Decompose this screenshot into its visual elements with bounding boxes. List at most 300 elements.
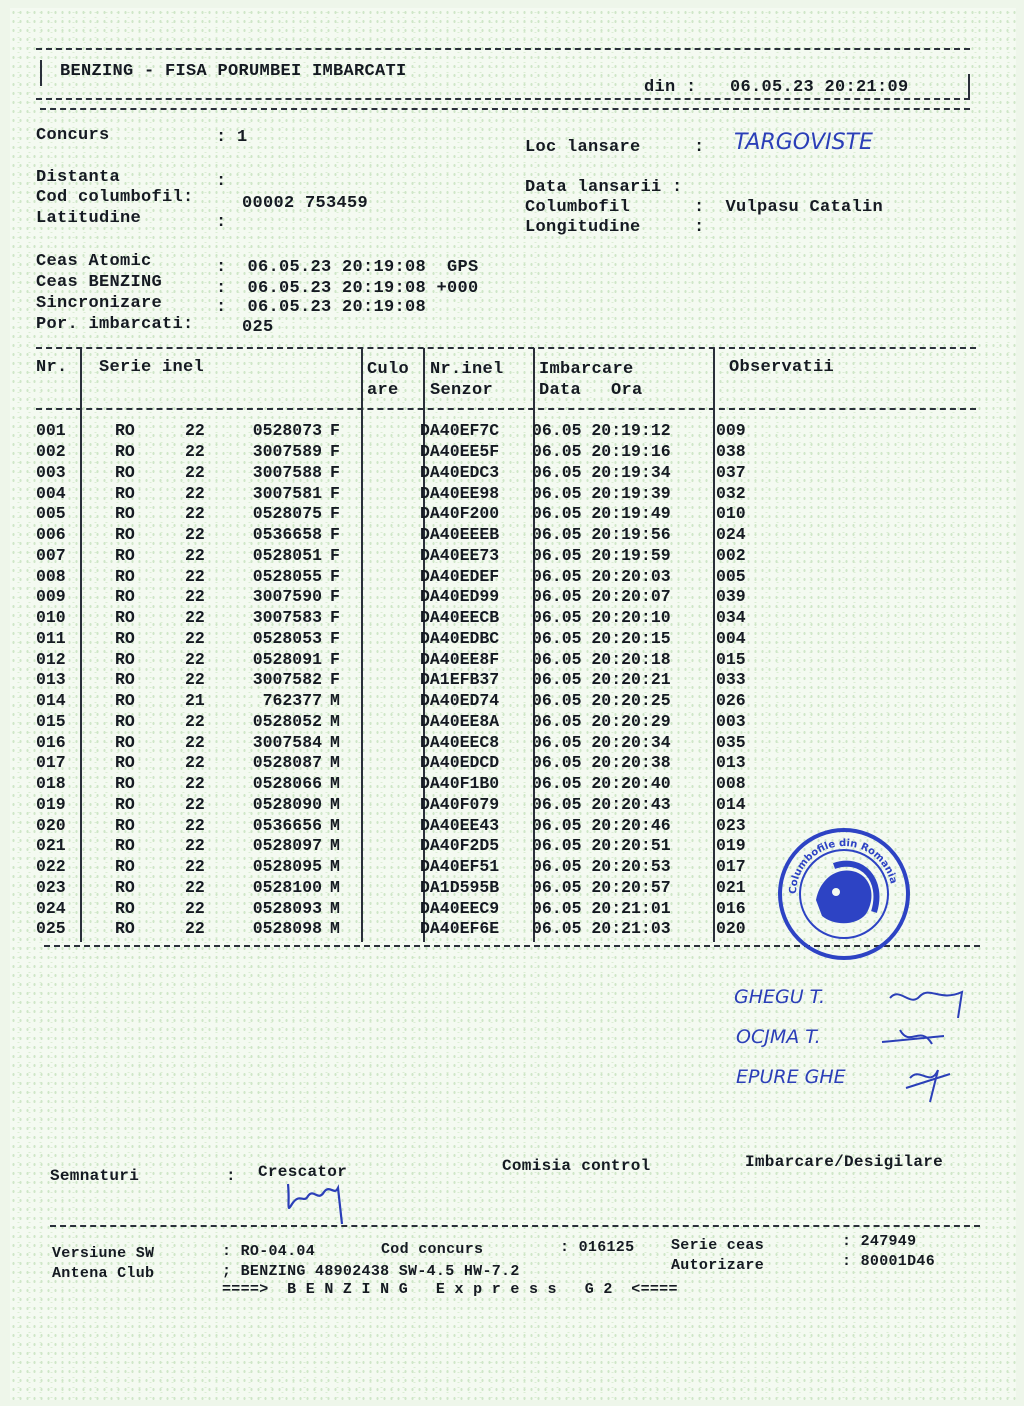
din-label: din :: [644, 78, 697, 97]
row-boarding-time: 06.05 20:21:01: [532, 898, 671, 918]
row-sensor-id: DA40EE8F: [420, 649, 500, 669]
row-sex: F: [330, 525, 340, 545]
row-sex: F: [330, 587, 340, 607]
row-year: 22: [185, 898, 205, 918]
row-observation: 009: [716, 421, 746, 441]
row-sex: F: [330, 670, 340, 690]
table-row: [36, 483, 776, 504]
row-boarding-time: 06.05 20:20:21: [532, 670, 671, 690]
row-sex: F: [330, 649, 340, 669]
distanta-sep: :: [216, 172, 227, 191]
row-year: 22: [185, 483, 205, 503]
row-nr: 002: [36, 442, 66, 462]
row-nr: 012: [36, 649, 66, 669]
col-header-nr: Nr.: [36, 358, 68, 377]
row-sex: F: [330, 421, 340, 441]
row-color: [356, 815, 416, 836]
row-sensor-id: DA40EE73: [420, 545, 500, 565]
table-row: [36, 608, 776, 629]
row-color: [356, 836, 416, 857]
footer-rule: [50, 1225, 980, 1227]
row-boarding-time: 06.05 20:21:03: [532, 919, 671, 939]
row-sex: M: [330, 753, 340, 773]
imbarcare-desigilare-label: Imbarcare/Desigilare: [745, 1153, 944, 1171]
row-year: 22: [185, 794, 205, 814]
row-country: RO: [115, 753, 135, 773]
row-boarding-time: 06.05 20:20:38: [532, 753, 671, 773]
row-year: 21: [185, 691, 205, 711]
row-observation: 017: [716, 857, 746, 877]
row-sensor-id: DA40F200: [420, 504, 500, 524]
table-row: [36, 878, 776, 899]
row-year: 22: [185, 608, 205, 628]
row-observation: 037: [716, 462, 746, 482]
row-year: 22: [185, 462, 205, 482]
table-row: [36, 774, 776, 795]
ceas-benzing-label: Ceas BENZING: [36, 273, 163, 292]
row-year: 22: [185, 525, 205, 545]
row-sex: M: [330, 877, 340, 897]
row-observation: 033: [716, 670, 746, 690]
row-ring-number: 0528095: [252, 857, 322, 877]
row-sex: M: [330, 836, 340, 856]
row-ring-number: 0528091: [252, 649, 322, 669]
table-row: [36, 732, 776, 753]
row-ring-number: 0528052: [252, 711, 322, 731]
row-observation: 010: [716, 504, 746, 524]
row-nr: 015: [36, 711, 66, 731]
row-observation: 032: [716, 483, 746, 503]
row-observation: 003: [716, 711, 746, 731]
row-sensor-id: DA40EEC8: [420, 732, 500, 752]
table-row: [36, 795, 776, 816]
row-observation: 013: [716, 753, 746, 773]
row-country: RO: [115, 794, 135, 814]
row-boarding-time: 06.05 20:19:56: [532, 525, 671, 545]
row-color: [356, 483, 416, 504]
col-header-culoare-1: Culo: [367, 360, 410, 379]
longitudine-label: Longitudine: [525, 218, 641, 237]
row-country: RO: [115, 877, 135, 897]
row-sensor-id: DA40EDBC: [420, 628, 500, 648]
row-color: [356, 732, 416, 753]
row-country: RO: [115, 462, 135, 482]
row-color: [356, 878, 416, 899]
ceas-atomic-value: : 06.05.23 20:19:08 GPS: [216, 258, 479, 277]
table-row: [36, 546, 776, 567]
row-sex: F: [330, 462, 340, 482]
row-sensor-id: DA40EDCD: [420, 753, 500, 773]
row-sex: M: [330, 898, 340, 918]
row-nr: 001: [36, 421, 66, 441]
row-country: RO: [115, 442, 135, 462]
row-color: [356, 753, 416, 774]
row-ring-number: 0528097: [252, 836, 322, 856]
row-boarding-time: 06.05 20:20:34: [532, 732, 671, 752]
row-ring-number: 0528090: [252, 794, 322, 814]
ceas-benzing-value: : 06.05.23 20:19:08 +000: [216, 279, 479, 298]
document-title: BENZING - FISA PORUMBEI IMBARCATI: [60, 62, 407, 81]
row-sensor-id: DA40EE8A: [420, 711, 500, 731]
row-nr: 008: [36, 566, 66, 586]
row-nr: 007: [36, 545, 66, 565]
row-color: [356, 421, 416, 442]
row-ring-number: 3007583: [252, 608, 322, 628]
semnaturi-sep: :: [226, 1167, 236, 1185]
row-observation: 024: [716, 525, 746, 545]
col-header-data: Data: [539, 381, 582, 400]
row-sex: M: [330, 919, 340, 939]
row-sex: M: [330, 815, 340, 835]
row-ring-number: 0528053: [252, 628, 322, 648]
row-color: [356, 670, 416, 691]
stamp-graphic: [776, 826, 912, 962]
row-nr: 023: [36, 877, 66, 897]
row-year: 22: [185, 732, 205, 752]
ceas-atomic-label: Ceas Atomic: [36, 252, 152, 271]
row-nr: 022: [36, 857, 66, 877]
col-header-serie-inel: Serie inel: [99, 358, 205, 377]
row-country: RO: [115, 857, 135, 877]
cod-concurs-value: : 016125: [560, 1239, 635, 1256]
row-sensor-id: DA40EEC9: [420, 898, 500, 918]
row-year: 22: [185, 628, 205, 648]
row-ring-number: 0536656: [252, 815, 322, 835]
row-sensor-id: DA40ED74: [420, 691, 500, 711]
row-ring-number: 0536658: [252, 525, 322, 545]
pigeon-table: [36, 421, 776, 940]
stamp-text: Columbofile din Romania: [787, 837, 899, 895]
row-country: RO: [115, 670, 135, 690]
row-color: [356, 649, 416, 670]
data-lansarii-label: Data lansarii :: [525, 178, 683, 197]
table-row: [36, 815, 776, 836]
row-nr: 024: [36, 898, 66, 918]
table-header-top-rule: [36, 347, 976, 349]
row-nr: 003: [36, 462, 66, 482]
row-year: 22: [185, 857, 205, 877]
row-year: 22: [185, 504, 205, 524]
row-country: RO: [115, 691, 135, 711]
versiune-value: : RO-04.04: [222, 1243, 316, 1260]
committee-name-1: GHEGU T.: [734, 986, 826, 1008]
table-row: [36, 463, 776, 484]
row-boarding-time: 06.05 20:19:12: [532, 421, 671, 441]
table-header-bottom-rule: [36, 408, 976, 410]
row-color: [356, 629, 416, 650]
row-ring-number: 3007589: [252, 442, 322, 462]
table-row: [36, 670, 776, 691]
cod-columbofil-value: 00002 753459: [242, 194, 369, 213]
row-color: [356, 712, 416, 733]
row-observation: 039: [716, 587, 746, 607]
row-nr: 020: [36, 815, 66, 835]
row-country: RO: [115, 774, 135, 794]
row-ring-number: 3007590: [252, 587, 322, 607]
row-color: [356, 919, 416, 940]
table-row: [36, 836, 776, 857]
row-country: RO: [115, 836, 135, 856]
row-ring-number: 0528066: [252, 774, 322, 794]
row-boarding-time: 06.05 20:20:25: [532, 691, 671, 711]
row-sex: F: [330, 608, 340, 628]
row-year: 22: [185, 421, 205, 441]
row-nr: 019: [36, 794, 66, 814]
row-color: [356, 795, 416, 816]
row-nr: 013: [36, 670, 66, 690]
serie-ceas-value: : 247949: [842, 1233, 917, 1250]
sincronizare-value: : 06.05.23 20:19:08: [216, 298, 427, 317]
row-ring-number: 0528100: [252, 877, 322, 897]
row-color: [356, 442, 416, 463]
row-year: 22: [185, 877, 205, 897]
row-color: [356, 525, 416, 546]
row-boarding-time: 06.05 20:20:03: [532, 566, 671, 586]
row-sensor-id: DA40EE98: [420, 483, 500, 503]
row-sex: M: [330, 857, 340, 877]
row-boarding-time: 06.05 20:20:51: [532, 836, 671, 856]
row-sensor-id: DA1D595B: [420, 877, 500, 897]
columbofil-value: : Vulpasu Catalin: [694, 198, 884, 217]
row-nr: 006: [36, 525, 66, 545]
row-sex: M: [330, 794, 340, 814]
title-border-mid: [36, 98, 970, 100]
semnaturi-label: Semnaturi: [50, 1167, 140, 1185]
row-sex: M: [330, 774, 340, 794]
loc-lansare-handwritten: TARGOVISTE: [734, 130, 873, 155]
row-boarding-time: 06.05 20:19:49: [532, 504, 671, 524]
row-observation: 021: [716, 877, 746, 897]
latitudine-label: Latitudine: [36, 209, 142, 228]
committee-name-3: EPURE GHE: [736, 1066, 846, 1088]
row-country: RO: [115, 732, 135, 752]
row-year: 22: [185, 566, 205, 586]
row-sex: M: [330, 691, 340, 711]
row-country: RO: [115, 711, 135, 731]
row-country: RO: [115, 566, 135, 586]
crescator-signature: [278, 1174, 358, 1228]
row-ring-number: 762377: [262, 691, 322, 711]
row-nr: 005: [36, 504, 66, 524]
row-country: RO: [115, 504, 135, 524]
col-header-observatii: Observatii: [729, 358, 835, 377]
row-color: [356, 587, 416, 608]
antena-value: ; BENZING 48902438 SW-4.5 HW-7.2: [222, 1263, 520, 1280]
row-sex: F: [330, 483, 340, 503]
row-sex: M: [330, 732, 340, 752]
row-ring-number: 0528073: [252, 421, 322, 441]
row-sensor-id: DA40EF7C: [420, 421, 500, 441]
row-nr: 016: [36, 732, 66, 752]
row-observation: 038: [716, 442, 746, 462]
row-nr: 025: [36, 919, 66, 939]
row-observation: 002: [716, 545, 746, 565]
table-row: [36, 919, 776, 940]
concurs-label: Concurs: [36, 126, 110, 145]
row-country: RO: [115, 898, 135, 918]
footer-banner: ====> B E N Z I N G E x p r e s s G 2 <====: [222, 1281, 678, 1298]
row-country: RO: [115, 628, 135, 648]
table-row: [36, 504, 776, 525]
row-color: [356, 898, 416, 919]
latitudine-sep: :: [216, 213, 227, 232]
autorizare-value: : 80001D46: [842, 1253, 936, 1270]
row-boarding-time: 06.05 20:20:18: [532, 649, 671, 669]
title-border-right: [968, 74, 970, 100]
versiune-label: Versiune SW: [52, 1245, 155, 1262]
row-sensor-id: DA40EF6E: [420, 919, 500, 939]
row-boarding-time: 06.05 20:20:57: [532, 877, 671, 897]
autorizare-label: Autorizare: [671, 1257, 765, 1274]
row-sex: F: [330, 566, 340, 586]
col-header-nr-inel: Nr.inel: [430, 360, 504, 379]
row-year: 22: [185, 774, 205, 794]
row-year: 22: [185, 587, 205, 607]
row-color: [356, 608, 416, 629]
row-ring-number: 0528075: [252, 504, 322, 524]
row-sensor-id: DA40EDC3: [420, 462, 500, 482]
row-observation: 004: [716, 628, 746, 648]
row-country: RO: [115, 525, 135, 545]
row-nr: 018: [36, 774, 66, 794]
row-ring-number: 0528051: [252, 545, 322, 565]
row-sensor-id: DA40EEEB: [420, 525, 500, 545]
table-row: [36, 712, 776, 733]
table-row: [36, 587, 776, 608]
row-country: RO: [115, 649, 135, 669]
row-observation: 016: [716, 898, 746, 918]
table-row: [36, 421, 776, 442]
row-ring-number: 3007588: [252, 462, 322, 482]
table-row: [36, 629, 776, 650]
title-border-top: [36, 48, 970, 50]
table-row: [36, 566, 776, 587]
row-observation: 023: [716, 815, 746, 835]
row-country: RO: [115, 919, 135, 939]
col-header-ora: Ora: [611, 381, 643, 400]
row-sex: F: [330, 545, 340, 565]
row-observation: 005: [716, 566, 746, 586]
row-sex: F: [330, 504, 340, 524]
row-sensor-id: DA40EE5F: [420, 442, 500, 462]
loc-lansare-label: Loc lansare: [525, 138, 641, 157]
din-value: 06.05.23 20:21:09: [730, 78, 909, 97]
serie-ceas-label: Serie ceas: [671, 1237, 765, 1254]
cod-columbofil-label: Cod columbofil:: [36, 188, 194, 207]
table-row: [36, 753, 776, 774]
columbofil-label: Columbofil: [525, 198, 631, 217]
row-sensor-id: DA40EF51: [420, 857, 500, 877]
row-nr: 021: [36, 836, 66, 856]
row-year: 22: [185, 545, 205, 565]
row-sensor-id: DA40F079: [420, 794, 500, 814]
antena-label: Antena Club: [52, 1265, 155, 1282]
row-country: RO: [115, 545, 135, 565]
row-nr: 014: [36, 691, 66, 711]
row-country: RO: [115, 587, 135, 607]
table-row: [36, 898, 776, 919]
row-sex: M: [330, 711, 340, 731]
row-boarding-time: 06.05 20:20:10: [532, 608, 671, 628]
longitudine-sep: :: [694, 218, 705, 237]
row-ring-number: 0528093: [252, 898, 322, 918]
row-nr: 011: [36, 628, 66, 648]
row-observation: 019: [716, 836, 746, 856]
row-nr: 004: [36, 483, 66, 503]
row-country: RO: [115, 815, 135, 835]
row-ring-number: 3007582: [252, 670, 322, 690]
row-country: RO: [115, 608, 135, 628]
row-color: [356, 566, 416, 587]
row-boarding-time: 06.05 20:20:29: [532, 711, 671, 731]
row-boarding-time: 06.05 20:20:46: [532, 815, 671, 835]
row-boarding-time: 06.05 20:19:34: [532, 462, 671, 482]
row-nr: 010: [36, 608, 66, 628]
row-sensor-id: DA1EFB37: [420, 670, 500, 690]
row-sensor-id: DA40EDEF: [420, 566, 500, 586]
row-color: [356, 774, 416, 795]
row-nr: 009: [36, 587, 66, 607]
row-year: 22: [185, 711, 205, 731]
col-header-imbarcare: Imbarcare: [539, 360, 634, 379]
row-boarding-time: 06.05 20:20:43: [532, 794, 671, 814]
pigeon-table-body: [36, 421, 776, 940]
row-boarding-time: 06.05 20:20:53: [532, 857, 671, 877]
row-sensor-id: DA40EECB: [420, 608, 500, 628]
row-color: [356, 546, 416, 567]
committee-signatures: [880, 978, 980, 1106]
row-observation: 034: [716, 608, 746, 628]
comisia-control-label: Comisia control: [502, 1157, 651, 1175]
table-row: [36, 857, 776, 878]
row-color: [356, 691, 416, 712]
por-imbarcati-label: Por. imbarcati:: [36, 315, 194, 334]
row-country: RO: [115, 421, 135, 441]
row-color: [356, 857, 416, 878]
col-header-culoare-2: are: [367, 381, 399, 400]
row-observation: 008: [716, 774, 746, 794]
por-imbarcati-value: 025: [242, 318, 274, 337]
club-stamp: [776, 826, 912, 962]
col-header-senzor: Senzor: [430, 381, 494, 400]
row-observation: 026: [716, 691, 746, 711]
title-border-left: [40, 60, 42, 86]
row-boarding-time: 06.05 20:20:40: [532, 774, 671, 794]
row-year: 22: [185, 836, 205, 856]
row-ring-number: 0528055: [252, 566, 322, 586]
row-observation: 015: [716, 649, 746, 669]
row-sensor-id: DA40ED99: [420, 587, 500, 607]
row-boarding-time: 06.05 20:20:15: [532, 628, 671, 648]
row-ring-number: 3007584: [252, 732, 322, 752]
table-row: [36, 525, 776, 546]
row-color: [356, 504, 416, 525]
row-year: 22: [185, 815, 205, 835]
distanta-label: Distanta: [36, 168, 121, 187]
row-boarding-time: 06.05 20:19:59: [532, 545, 671, 565]
row-nr: 017: [36, 753, 66, 773]
row-observation: 020: [716, 919, 746, 939]
row-year: 22: [185, 753, 205, 773]
sincronizare-label: Sincronizare: [36, 294, 163, 313]
row-boarding-time: 06.05 20:19:16: [532, 442, 671, 462]
row-country: RO: [115, 483, 135, 503]
row-observation: 014: [716, 794, 746, 814]
row-ring-number: 0528087: [252, 753, 322, 773]
row-boarding-time: 06.05 20:19:39: [532, 483, 671, 503]
concurs-value: : 1: [216, 128, 248, 147]
row-observation: 035: [716, 732, 746, 752]
